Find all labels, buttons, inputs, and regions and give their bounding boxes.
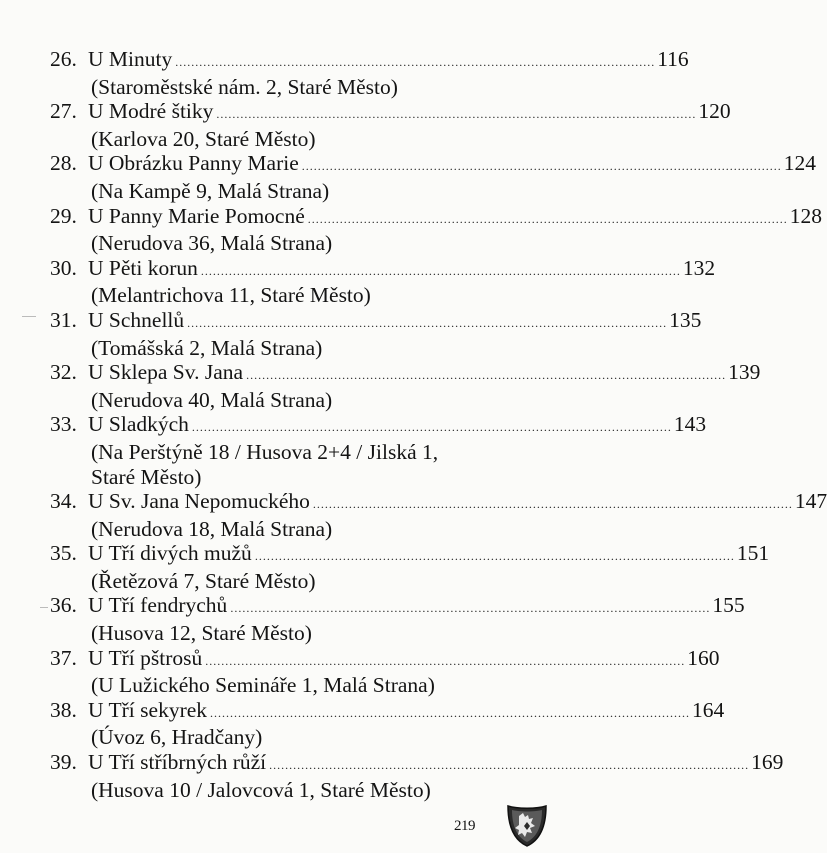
entry-page-number: 151 xyxy=(736,541,770,566)
entry-number: 32. xyxy=(50,360,77,385)
toc-entry[interactable] xyxy=(50,645,720,698)
toc-entry[interactable] xyxy=(50,750,784,802)
dot-leader: ........................................................................................................................ xyxy=(254,549,735,564)
entry-address: (Nerudova 18, Malá Strana) xyxy=(91,516,333,541)
dot-leader: ........................................................................................................................ xyxy=(216,107,697,122)
entry-number: 29. xyxy=(50,203,77,228)
entry-page-number: 132 xyxy=(682,255,716,280)
toc-entry-line xyxy=(50,360,761,388)
entry-title: U Sklepa Sv. Jana xyxy=(88,360,244,385)
entry-address: (Úvoz 6, Hradčany) xyxy=(91,725,263,750)
entry-address: (Melantrichova 11, Staré Město) xyxy=(91,283,371,308)
entry-number: 34. xyxy=(50,489,77,514)
entry-number: 35. xyxy=(50,541,77,566)
entry-page-number: 139 xyxy=(728,360,761,385)
entry-number: 26. xyxy=(50,47,77,71)
dot-leader: ........................................................................................................................ xyxy=(246,368,727,383)
entry-title: U Tří pštrosů xyxy=(88,645,203,670)
entry-title: U Schnellů xyxy=(88,307,185,332)
entry-address: (Na Perštýně 18 / Husova 2+4 / Jilská 1, xyxy=(91,439,439,464)
toc-entry[interactable] xyxy=(50,489,827,541)
entry-title: U Sv. Jana Nepomuckého xyxy=(88,489,310,514)
entry-title: U Tří divých mužů xyxy=(88,541,252,566)
toc-entry-line xyxy=(50,541,770,569)
dot-leader: ........................................................................................................................ xyxy=(301,159,782,174)
dot-leader: ........................................................................................................................ xyxy=(187,315,668,330)
entry-number: 36. xyxy=(50,593,77,618)
entry-page-number: 164 xyxy=(692,697,725,722)
entry-title: U Pěti korun xyxy=(88,255,198,280)
entry-address: (Husova 12, Staré Město) xyxy=(91,621,312,646)
dot-leader: ........................................................................................................................ xyxy=(307,211,788,226)
toc-entry[interactable] xyxy=(50,541,770,593)
entry-address: (Husova 10 / Jalovcová 1, Staré Město) xyxy=(91,777,431,802)
dot-leader: ........................................................................................................................ xyxy=(269,758,750,773)
toc-entry-line xyxy=(50,255,716,284)
entry-page-number: 147 xyxy=(794,489,827,514)
toc-entry-line xyxy=(50,645,720,674)
entry-number: 28. xyxy=(50,151,77,176)
entry-title: U Obrázku Panny Marie xyxy=(88,151,299,176)
entry-address: (Staroměstské nám. 2, Staré Město) xyxy=(91,74,398,99)
entry-number: 39. xyxy=(50,750,77,775)
toc-entry[interactable] xyxy=(50,412,707,489)
toc-entry[interactable] xyxy=(50,697,725,750)
dot-leader: ........................................................................................................................ xyxy=(191,420,672,435)
toc-entry-line xyxy=(50,307,702,336)
toc-entry-line xyxy=(50,99,731,127)
dot-leader: ........................................................................................................................ xyxy=(175,55,656,69)
entry-title: U Tří sekyrek xyxy=(88,697,208,722)
toc-entry-line xyxy=(50,47,689,75)
dot-leader: ........................................................................................................................ xyxy=(200,263,681,278)
entry-number: 33. xyxy=(50,412,77,437)
dot-leader: ........................................................................................................................ xyxy=(230,601,711,616)
scan-mark xyxy=(40,607,48,608)
entry-address: (Karlova 20, Staré Město) xyxy=(91,126,316,151)
heraldic-shield-icon xyxy=(505,802,549,848)
entry-address: (Nerudova 40, Malá Strana) xyxy=(91,387,333,412)
toc-entry-line xyxy=(50,203,823,232)
entry-page-number: 124 xyxy=(783,151,817,176)
entry-title: U Panny Marie Pomocné xyxy=(88,203,305,228)
toc-entry[interactable] xyxy=(50,360,761,412)
toc-entry[interactable] xyxy=(50,99,731,151)
entry-address: (Tomášská 2, Malá Strana) xyxy=(91,335,323,360)
scan-mark xyxy=(22,316,36,317)
entry-page-number: 160 xyxy=(687,645,720,670)
toc-entry-line xyxy=(50,750,784,778)
entry-address: (Na Kampě 9, Malá Strana) xyxy=(91,178,330,203)
entry-title: U Tří stříbrných růží xyxy=(88,750,267,775)
toc-entry-line xyxy=(50,697,725,726)
entry-title: U Minuty xyxy=(88,47,173,71)
entry-title: U Sladkých xyxy=(88,412,189,437)
dot-leader: ........................................................................................................................ xyxy=(312,497,793,512)
toc-entry[interactable] xyxy=(50,255,716,308)
toc-entry[interactable] xyxy=(50,203,823,256)
toc-entry[interactable] xyxy=(50,593,745,646)
entry-address: Staré Město) xyxy=(91,464,202,489)
page-number: 219 xyxy=(454,818,475,834)
entry-page-number: 128 xyxy=(789,203,823,228)
toc-entry-line xyxy=(50,593,745,621)
dot-leader: ........................................................................................................................ xyxy=(205,653,686,668)
table-of-contents xyxy=(50,47,827,802)
entry-page-number: 155 xyxy=(712,593,745,618)
entry-number: 37. xyxy=(50,645,77,670)
entry-page-number: 143 xyxy=(673,412,707,437)
entry-address: (U Lužického Semináře 1, Malá Strana) xyxy=(91,673,435,698)
dot-leader: ........................................................................................................................ xyxy=(210,705,691,720)
entry-number: 30. xyxy=(50,255,77,280)
toc-entry[interactable] xyxy=(50,47,689,99)
entry-address: (Řetězová 7, Staré Město) xyxy=(91,568,316,593)
entry-title: U Modré štiky xyxy=(88,99,214,124)
toc-entry[interactable] xyxy=(50,151,817,203)
entry-title: U Tří fendrychů xyxy=(88,593,228,618)
entry-page-number: 169 xyxy=(751,750,784,775)
entry-address: (Nerudova 36, Malá Strana) xyxy=(91,231,333,256)
entry-page-number: 135 xyxy=(669,307,702,332)
entry-page-number: 116 xyxy=(657,47,689,71)
entry-page-number: 120 xyxy=(698,99,731,124)
entry-number: 31. xyxy=(50,307,77,332)
toc-entry-line xyxy=(50,151,817,179)
toc-entry-line xyxy=(50,412,707,440)
toc-entry-line xyxy=(50,489,827,517)
toc-entry[interactable] xyxy=(50,307,702,360)
entry-number: 27. xyxy=(50,99,77,124)
entry-number: 38. xyxy=(50,697,77,722)
